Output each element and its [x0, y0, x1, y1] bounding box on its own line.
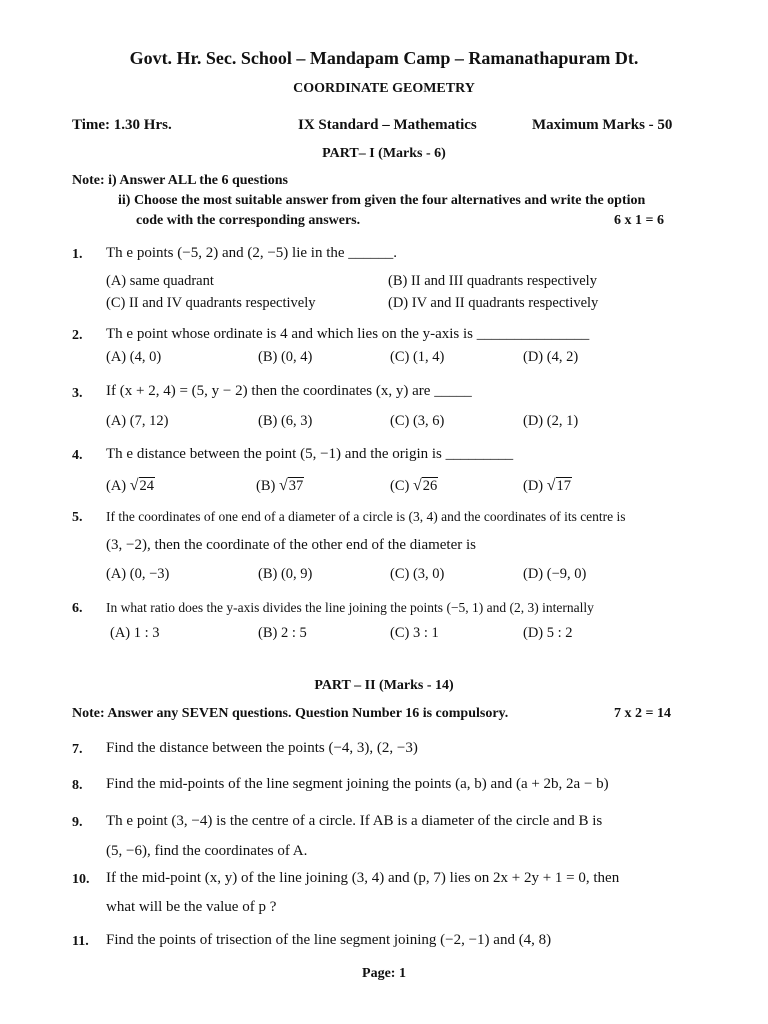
part1-note-i: Note: i) Answer ALL the 6 questions [72, 173, 288, 188]
radicand: 37 [288, 478, 304, 494]
option-c: (C) 3 : 1 [390, 625, 439, 641]
question-number: 4. [72, 448, 83, 463]
option-c: (C) II and IV quadrants respectively [106, 295, 316, 311]
option-d [523, 477, 572, 495]
question-number: 11. [72, 934, 89, 949]
option-b [256, 477, 304, 495]
option-letter: (A) [106, 478, 127, 494]
question-number: 3. [72, 386, 83, 401]
question-number: 5. [72, 510, 83, 525]
question-text: Th e distance between the point (5, −1) and the origin is _________ [106, 446, 514, 462]
square-root-symbol [413, 477, 438, 495]
option-letter: (B) [256, 478, 276, 494]
option-c: (C) (3, 6) [390, 413, 445, 429]
question-text: Th e point whose ordinate is 4 and which lies on the y-axis is _______________ [106, 326, 590, 342]
question-number: 6. [72, 601, 83, 616]
part1-note-ii-a: ii) Choose the most suitable answer from given the four alternatives and write the option [118, 193, 646, 208]
part2-note: Note: Answer any SEVEN questions. Question Number 16 is compulsory. [72, 706, 509, 721]
option-d: (D) IV and II quadrants respectively [388, 295, 599, 311]
option-d: (D) (4, 2) [523, 349, 579, 365]
option-c [390, 477, 438, 495]
option-b: (B) (0, 9) [258, 566, 313, 582]
option-d: (D) (2, 1) [523, 413, 579, 429]
question-text-continued: (3, −2), then the coordinate of the other end of the diameter is [106, 537, 476, 553]
part1-note-ii-b: code with the corresponding answers. [136, 213, 361, 228]
question-text: If (x + 2, 4) = (5, y − 2) then the coordinates (x, y) are _____ [106, 383, 472, 399]
question-number: 7. [72, 742, 83, 757]
option-a: (A) (7, 12) [106, 413, 169, 429]
exam-time: Time: 1.30 Hrs. [72, 117, 172, 133]
school-title: Govt. Hr. Sec. School – Mandapam Camp – Ramanathapuram Dt. [129, 48, 639, 68]
question-text: Find the distance between the points (−4, 3), (2, −3) [106, 740, 418, 756]
radicand: 26 [422, 478, 438, 494]
option-c: (C) (3, 0) [390, 566, 445, 582]
page-number: Page: 1 [362, 966, 406, 981]
part2-title: PART – II (Marks - 14) [314, 678, 454, 693]
option-a [106, 477, 155, 495]
option-letter: (D) [523, 478, 544, 494]
question-number: 8. [72, 778, 83, 793]
question-number: 10. [72, 872, 90, 887]
question-text-continued: (5, −6), find the coordinates of A. [106, 843, 308, 859]
subject-title: COORDINATE GEOMETRY [293, 81, 475, 96]
question-text: Th e point (3, −4) is the centre of a circle. If AB is a diameter of the circle and B is [106, 813, 603, 829]
question-number: 9. [72, 815, 83, 830]
exam-standard: IX Standard – Mathematics [298, 117, 477, 133]
question-text: Find the mid-points of the line segment joining the points (a, b) and (a + 2b, 2a − b) [106, 776, 609, 792]
option-b: (B) II and III quadrants respectively [388, 273, 597, 289]
max-marks: Maximum Marks - 50 [532, 117, 673, 133]
question-number: 2. [72, 328, 83, 343]
option-d: (D) 5 : 2 [523, 625, 573, 641]
square-root-symbol [130, 477, 155, 495]
question-text: In what ratio does the y-axis divides the line joining the points (−5, 1) and (2, 3) internally [106, 600, 594, 615]
option-a: (A) 1 : 3 [110, 625, 160, 641]
question-text-continued: what will be the value of p ? [106, 899, 277, 915]
question-number: 1. [72, 247, 83, 262]
part2-marks: 7 x 2 = 14 [614, 706, 671, 721]
question-text: Find the points of trisection of the line segment joining (−2, −1) and (4, 8) [106, 932, 552, 948]
question-text: If the mid-point (x, y) of the line joining (3, 4) and (p, 7) lies on 2x + 2y + 1 = 0, then [106, 870, 620, 886]
option-b: (B) (0, 4) [258, 349, 313, 365]
option-a: (A) same quadrant [106, 273, 214, 289]
radicand: 24 [139, 478, 155, 494]
option-b: (B) 2 : 5 [258, 625, 307, 641]
square-root-symbol [547, 477, 572, 495]
radicand: 17 [556, 478, 572, 494]
question-text: If the coordinates of one end of a diameter of a circle is (3, 4) and the coordinates of its centre is [106, 509, 626, 524]
square-root-symbol [279, 477, 304, 495]
part1-title: PART– I (Marks - 6) [322, 146, 446, 161]
question-text: Th e points (−5, 2) and (2, −5) lie in the ______. [106, 245, 398, 261]
option-b: (B) (6, 3) [258, 413, 313, 429]
option-a: (A) (0, −3) [106, 566, 170, 582]
option-letter: (C) [390, 478, 410, 494]
option-c: (C) (1, 4) [390, 349, 445, 365]
option-a: (A) (4, 0) [106, 349, 162, 365]
part1-marks: 6 x 1 = 6 [614, 213, 664, 228]
option-d: (D) (−9, 0) [523, 566, 587, 582]
